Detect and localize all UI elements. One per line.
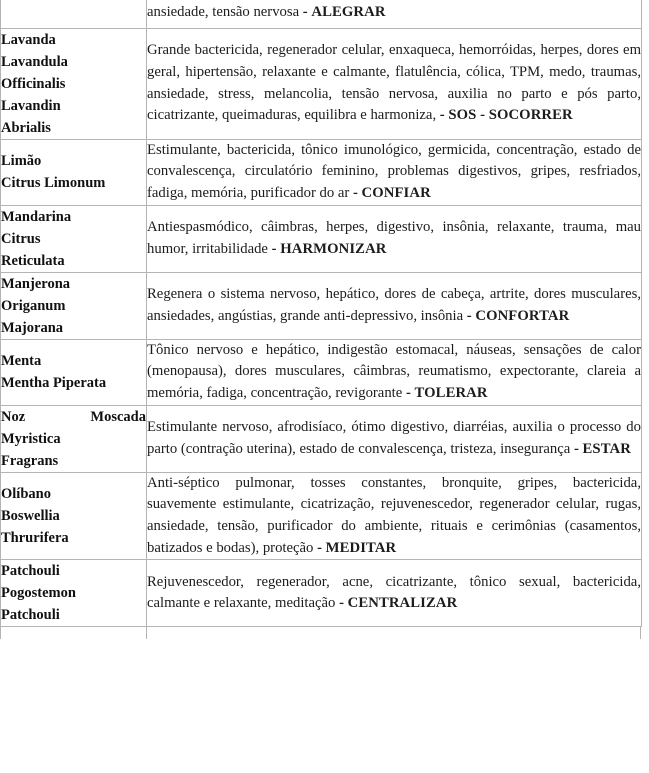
keyword: SOS xyxy=(448,107,477,124)
oil-name-line: Mandarina xyxy=(1,208,72,225)
oil-properties-cell xyxy=(147,0,642,28)
next-row-partial xyxy=(0,627,641,639)
oil-name-line: Pogostemon xyxy=(1,585,76,602)
keyword-separator: - xyxy=(439,107,449,124)
oil-name-cell xyxy=(1,205,147,272)
oil-properties-cell xyxy=(147,560,642,627)
keyword-separator: - xyxy=(352,184,362,201)
oil-name-cell xyxy=(1,560,147,627)
oil-name-cell xyxy=(1,405,147,472)
oil-name-line: Reticulata xyxy=(1,252,65,269)
keyword: ALEGRAR xyxy=(311,4,386,20)
oil-name-line: Abrialis xyxy=(1,119,51,136)
properties-text: Estimulante, bactericida, tônico imunológico, germicida, concentração, estado de convalescença, circulatório feminino, problemas digestivos, gripes, resfriados, fadiga, memória, purificador do ar xyxy=(147,141,641,201)
oil-name-cell xyxy=(1,139,147,205)
oil-properties-cell xyxy=(147,272,642,339)
oil-properties-cell xyxy=(147,472,642,559)
column-divider xyxy=(146,627,147,639)
oil-properties-cell xyxy=(147,139,642,205)
keyword: HARMONIZAR xyxy=(280,240,387,257)
keyword: MEDITAR xyxy=(325,539,397,556)
oil-name-line: Lavandula xyxy=(1,53,68,70)
table-row xyxy=(1,28,642,139)
oil-name-line: Lavandin xyxy=(1,97,61,114)
keyword-separator: - xyxy=(302,4,312,20)
oil-name-line: Thrurifera xyxy=(1,529,69,546)
table-row xyxy=(1,339,642,405)
properties-text: ansiedade, tensão nervosa xyxy=(147,4,303,20)
oil-name-line: Citrus xyxy=(1,230,41,247)
oil-name-line: Mentha Piperata xyxy=(1,375,107,392)
oil-name-cell xyxy=(1,472,147,559)
keyword-separator: - xyxy=(405,385,415,401)
keyword: CENTRALIZAR xyxy=(347,595,458,612)
table-row xyxy=(1,472,642,559)
properties-text: Estimulante nervoso, afrodisíaco, ótimo digestivo, diarréias, auxilia o processo do parto (contração uterina), estado de convalescença, tristeza, insegurança xyxy=(147,419,641,457)
oil-name-line: Fragrans xyxy=(1,452,59,469)
properties-text: Regenera o sistema nervoso, hepático, dores de cabeça, artrite, dores musculares, ansiedades, angústias, grande anti-depressivo, insônia xyxy=(147,286,641,324)
keyword-separator: - xyxy=(271,240,281,257)
properties-text: Rejuvenescedor, regenerador, acne, cicatrizante, tônico sexual, bactericida, calmante e relaxante, meditação xyxy=(147,573,641,612)
oil-name-line: Olíbano xyxy=(1,485,51,502)
oil-name-cell xyxy=(1,0,147,28)
properties-text: Anti-séptico pulmonar, tosses constantes, bronquite, gripes, bactericida, suavemente estimulante, cicatrização, rejuvenescedor, regenerador celular, rugas, ansiedade, tensão, purificador do ambiente, rituais e cerimônias (casamentos, batizados e bodas), proteção xyxy=(147,474,641,556)
oil-properties-cell xyxy=(147,205,642,272)
oil-name-cell xyxy=(1,339,147,405)
oil-name-line: Patchouli xyxy=(1,607,60,624)
oil-properties-cell xyxy=(147,28,642,139)
oil-name-line: Myristica xyxy=(1,430,61,447)
oil-name-cell xyxy=(1,28,147,139)
table-row xyxy=(1,139,642,205)
oil-name-line: Citrus Limonum xyxy=(1,175,106,192)
oil-name-line: Noz Moscada xyxy=(1,408,146,425)
table-row xyxy=(1,0,642,28)
keyword-separator: - xyxy=(466,307,476,324)
keyword: CONFIAR xyxy=(361,184,431,201)
properties-text: Grande bactericida, regenerador celular, enxaqueca, hemorróidas, herpes, dores em geral, hipertensão, relaxante e calmante, flatulência, cólica, TPM, medo, traumas, ansiedade, stress, melancolia, tensão nervosa, auxilia no parto e pós parto, cicatrizante, queimaduras, equilibra e harmoniza, xyxy=(147,42,641,124)
keyword: CONFORTAR xyxy=(475,307,570,324)
oil-name-line: Boswellia xyxy=(1,507,60,524)
oil-name-line: Majorana xyxy=(1,319,64,336)
oil-name-line: Patchouli xyxy=(1,563,60,580)
oil-name-line: Origanum xyxy=(1,297,66,314)
keyword-separator: - xyxy=(573,440,583,457)
table-row xyxy=(1,205,642,272)
table-row xyxy=(1,272,642,339)
oil-name-line: Limão xyxy=(1,153,42,170)
properties-text: Antiespasmódico, câimbras, herpes, digestivo, insônia, relaxante, trauma, mau humor, irritabilidade xyxy=(147,219,641,257)
oil-name-line: Menta xyxy=(1,353,42,370)
keyword-secondary: SOCORRER xyxy=(488,107,573,124)
oil-properties-cell xyxy=(147,405,642,472)
keyword: ESTAR xyxy=(582,440,631,457)
table-row xyxy=(1,405,642,472)
oil-name-cell xyxy=(1,272,147,339)
keyword-separator: - xyxy=(339,595,348,612)
oil-name-line: Officinalis xyxy=(1,75,66,92)
keyword-separator: - xyxy=(317,539,326,556)
table-body xyxy=(1,0,642,627)
table-row xyxy=(1,560,642,627)
keyword: TOLERAR xyxy=(414,385,488,401)
properties-text: Tônico nervoso e hepático, indigestão estomacal, náuseas, sensações de calor (menopausa), dores musculares, câimbras, reumatismo, expectorante, clareia a memória, fadiga, concentração, revigorante xyxy=(147,341,641,401)
oil-properties-cell xyxy=(147,339,642,405)
keyword-separator-secondary: - xyxy=(476,107,489,124)
oil-name-line: Lavanda xyxy=(1,31,56,48)
oil-name-line: Manjerona xyxy=(1,275,71,292)
